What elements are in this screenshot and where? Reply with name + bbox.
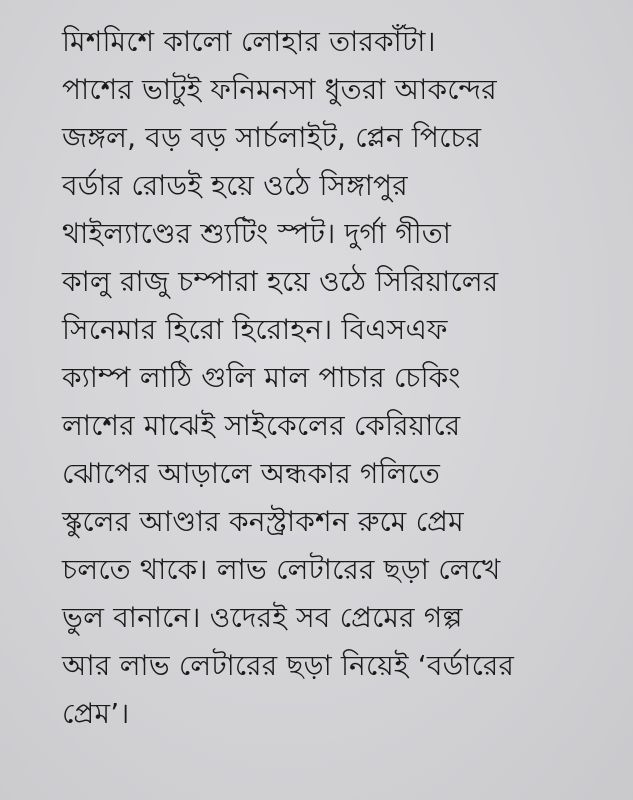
text-line: প্রেম’।	[62, 697, 130, 730]
paragraph	[62, 18, 622, 738]
text-line: জঙ্গল, বড় বড় সার্চলাইট, প্লেন পিচের	[62, 121, 482, 154]
text-line: আর লাভ লেটারের ছড়া নিয়েই ‘বর্ডারের	[62, 649, 515, 682]
text-line: সিনেমার হিরো হিরোহন। বিএসএফ	[62, 313, 448, 346]
text-line: কালু রাজু চম্পারা হয়ে ওঠে সিরিয়ালের	[62, 265, 499, 298]
text-line: পাশের ভাটুই ফনিমনসা ধুতরা আকন্দের	[62, 73, 497, 106]
text-line: লাশের মাঝেই সাইকেলের কেরিয়ারে	[62, 409, 461, 442]
text-line: ঝোপের আড়ালে অন্ধকার গলিতে	[62, 457, 441, 490]
text-line: থাইল্যাণ্ডের শ্যুটিং স্পট। দুর্গা গীতা	[62, 217, 452, 250]
text-line: চলতে থাকে। লাভ লেটারের ছড়া লেখে	[62, 553, 501, 586]
text-line: বর্ডার রোডই হয়ে ওঠে সিঙ্গাপুর	[62, 169, 408, 202]
text-line: ভুল বানানে। ওদেরই সব প্রেমের গল্প	[62, 601, 463, 634]
text-line: মিশমিশে কালো লোহার তারকাঁটা।	[62, 25, 436, 58]
text-line: স্কুলের আণ্ডার কনস্ট্রাকশন রুমে প্রেম	[62, 505, 464, 538]
text-line: ক্যাম্প লাঠি গুলি মাল পাচার চেকিং	[62, 361, 461, 394]
